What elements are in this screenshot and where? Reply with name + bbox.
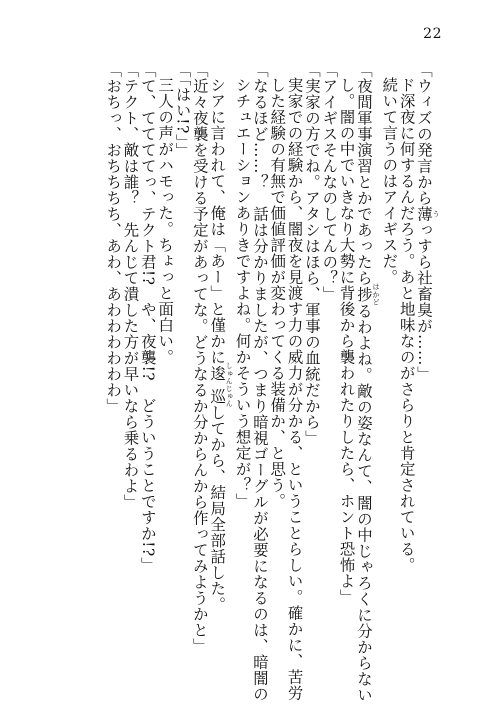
ruby-annotation: 薄 う bbox=[415, 206, 440, 222]
text-line: 「アイギスそんなのしてんの？」 bbox=[320, 62, 339, 302]
page-number: 22 bbox=[423, 26, 442, 42]
text-line: 実家での経験から、闇夜を見渡す力の威力が分かる、ということらしい。確かに、苦労 bbox=[285, 77, 304, 702]
text-line: ド深夜に何するんだろう。あと地味なのがさらりと肯定されている。 bbox=[397, 77, 416, 574]
text-line: 「て、ててててっ、テクト君!? や、夜襲!? どういうことですか!?」 bbox=[138, 62, 157, 573]
text-line: 「なるほど……？ 話は分かりましたが、つまり暗視ゴーグルが必要になるのは、暗闇の bbox=[250, 62, 269, 702]
text-line: した経験の有無で価値評価が変わってくる装備か、と思う。 bbox=[268, 77, 287, 510]
text-line: 三人の声がハモった。ちょっと面白い。 bbox=[156, 77, 175, 366]
text-line: 「おちっ、おちちちち、あわ、あわわわわわわ」 bbox=[104, 62, 123, 414]
novel-text-body bbox=[48, 62, 440, 703]
ruby-annotation: 逡巡 しゅんじゅん bbox=[208, 362, 234, 408]
text-line: 「ウィズの発言から薄 うっすら社畜臭が……」 bbox=[415, 62, 440, 382]
text-line: 続いて言うのはアイギスだ。 bbox=[380, 77, 399, 286]
text-line: 「近々夜襲を受ける予定があってな。どうなるか分からんから作ってみようかと」 bbox=[190, 62, 209, 654]
text-line: 「実家の方でね。アタシはほら、軍事の血統だから」 bbox=[302, 62, 321, 446]
text-line: し。闇の中でいきなり大勢に背後から襲われたりしたら、ホント恐怖よ」 bbox=[337, 77, 356, 606]
text-line: シアに言われて、俺は「あー」と僅かに逡巡 しゅんじゅんしてから、結局全部話した。 bbox=[208, 77, 234, 613]
text-line: シチュエーションありきですよね。何かそういう想定が？」 bbox=[233, 77, 252, 510]
ruby-annotation: 捗 はかど bbox=[354, 283, 380, 306]
text-line: 「夜間軍事演習とかであったら捗 はかどるわよね。敵の姿なんて、闇の中じゃろくに分からない bbox=[354, 62, 380, 703]
text-line: 「「はい!?」」 bbox=[173, 62, 192, 159]
text-line: 「テクト、敵は誰？ 先んじて潰した方が早いなら乗るわよ」 bbox=[121, 62, 140, 510]
